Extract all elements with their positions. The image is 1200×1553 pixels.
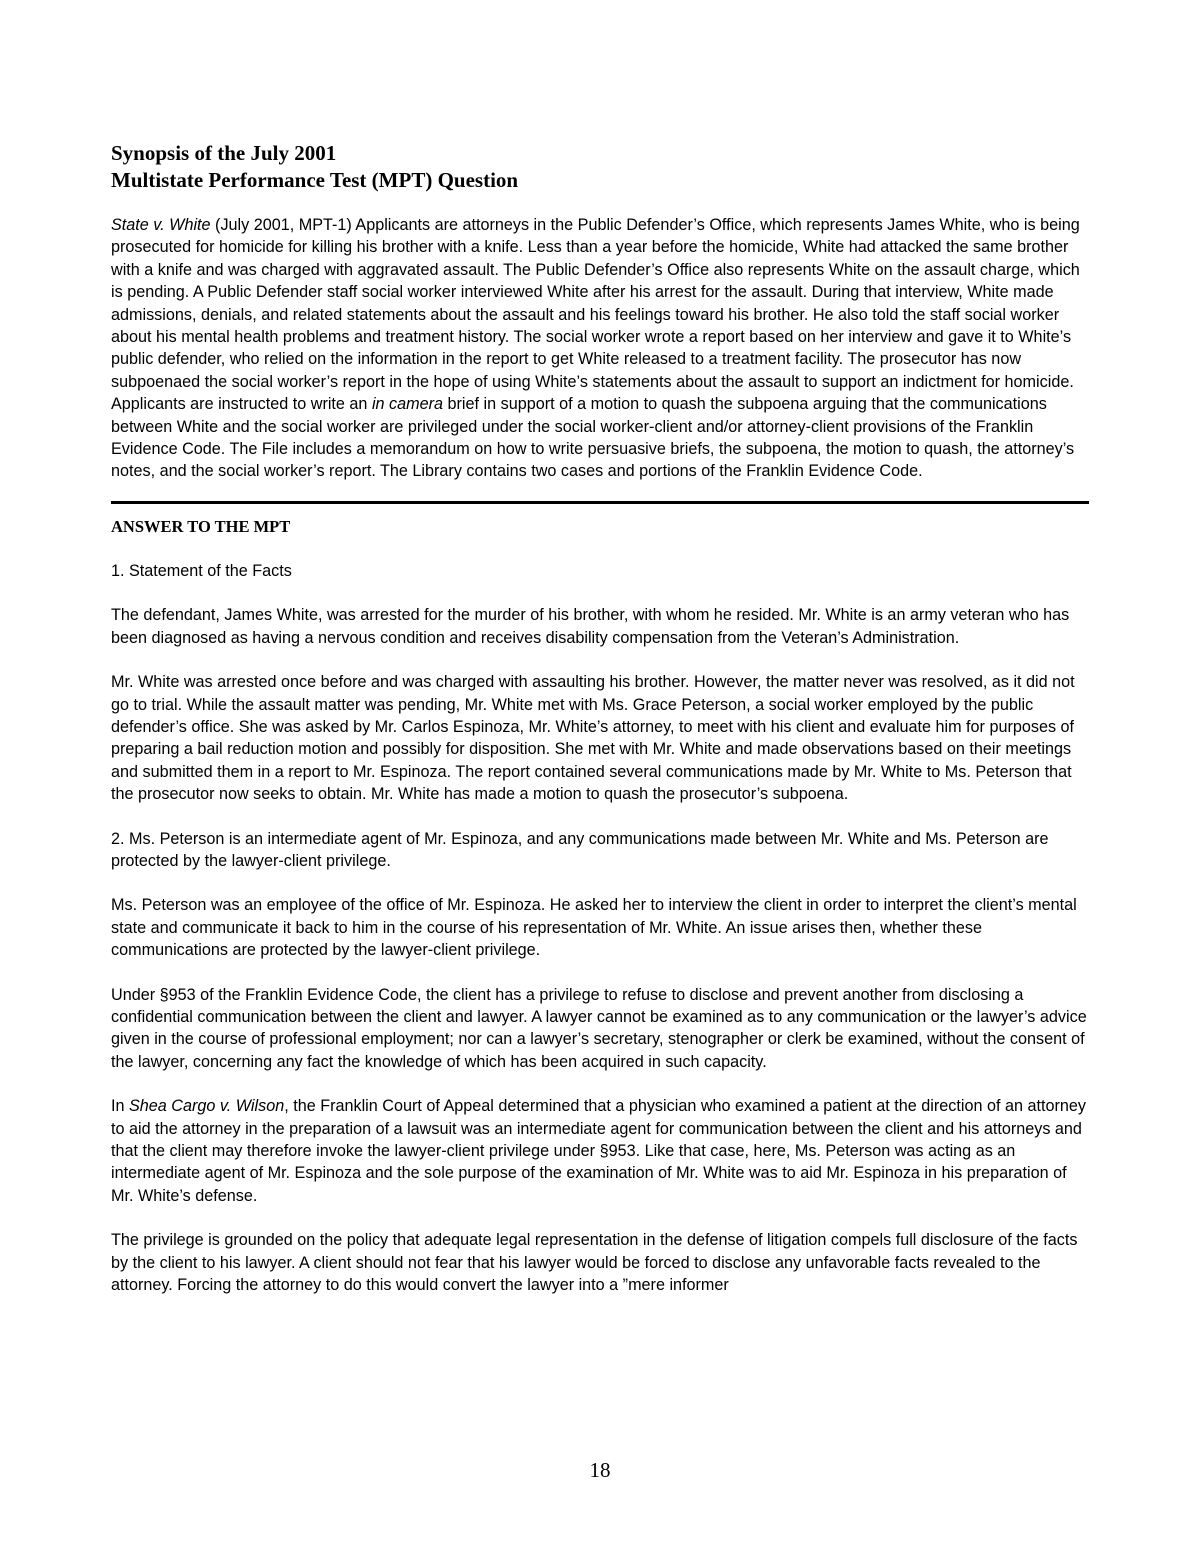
title-line-1: Synopsis of the July 2001: [111, 141, 337, 165]
case-citation: Shea Cargo v. Wilson: [129, 1097, 285, 1116]
section-2-heading: 2. Ms. Peterson is an intermediate agent of Mr. Espinoza, and any communications made between Mr. White and Ms. Peterson are protected by the lawyer-client privilege.: [111, 829, 1049, 870]
facts-paragraph-2: Mr. White was arrested once before and was charged with assaulting his brother. However, the matter never was resolved, as it did not go to trial. While the assault matter was pending, Mr. White met with Ms. Grace Peterson, a social worker employed by the public defender’s office. She was asked by Mr. Carlos Espinoza, Mr. White’s attorney, to meet with his client and evaluate him for purposes of preparing a bail reduction motion and possibly for disposition. She met with Mr. White and made observations based on their meetings and submitted them in a report to Mr. Espinoza. The report contained several communications made by Mr. White to Ms. Peterson that the prosecutor now seeks to obtain. Mr. White has made a motion to quash the prosecutor’s subpoena.: [111, 673, 1075, 804]
para5-prefix: In: [111, 1097, 129, 1116]
section-divider: [111, 501, 1089, 504]
answer-heading: ANSWER TO THE MPT: [111, 516, 291, 536]
synopsis-in-camera: in camera: [371, 395, 444, 414]
para5-rest: , the Franklin Court of Appeal determined that a physician who examined a patient at the direction of an attorney to aid the attorney in the preparation of a lawsuit was an intermediate agent for communication between the client and his attorneys and that the client may therefore invoke the lawyer-client privilege under §953. Like that case, here, Ms. Peterson was acting as an intermediate agent of Mr. Espinoza and the sole purpose of the examination of Mr. White was to aid Mr. Espinoza in his preparation of Mr. White’s defense.: [111, 1097, 1086, 1205]
document-title: [111, 140, 1089, 194]
page-number: 18: [589, 1458, 611, 1482]
synopsis-case-name: State v. White: [111, 216, 211, 234]
argument-paragraph-1: Ms. Peterson was an employee of the office of Mr. Espinoza. He asked her to interview the client in order to interpret the client’s mental state and communicate it back to him in the course of his representation of Mr. White. An issue arises then, whether these communications are protected by the lawyer-client privilege.: [111, 896, 1077, 960]
argument-paragraph-3: [111, 1095, 1089, 1207]
synopsis-text-1: (July 2001, MPT-1) Applicants are attorneys in the Public Defender’s Office, which represents James White, who is being prosecuted for homicide for killing his brother with a knife. Less than a year before the homicide, White had attacked the same brother with a knife and was charged with aggravated assault. The Public Defender’s Office also represents White on the assault charge, which is pending. A Public Defender staff social worker interviewed White after his arrest for the assault. During that interview, White made admissions, denials, and related statements about the assault and his feelings toward his brother. He also told the staff social worker about his mental health problems and treatment history. The social worker wrote a report based on her interview and gave it to White’s public defender, who relied on the information in the report to get White released to a treatment facility. The prosecutor has now subpoenaed the social worker’s report in the hope of using White’s statements about the assault to support an indictment for homicide. Applicants are instructed to write an: [111, 216, 1080, 414]
title-line-2: Multistate Performance Test (MPT) Question: [111, 168, 519, 192]
synopsis-text-2: brief in support of a motion to quash the subpoena arguing that the communications between White and the social worker are privileged under the social worker-client and/or attorney-client provisions of the Franklin Evidence Code. The File includes a memorandum on how to write persuasive briefs, the subpoena, the motion to quash, the attorney’s notes, and the social worker’s report. The Library contains two cases and portions of the Franklin Evidence Code.: [111, 395, 1075, 481]
synopsis-paragraph: [111, 214, 1089, 483]
facts-paragraph-1: The defendant, James White, was arrested for the murder of his brother, with whom he resided. Mr. White is an army veteran who has been diagnosed as having a nervous condition and receives disability compensation from the Veteran’s Administration.: [111, 606, 1070, 647]
argument-paragraph-4: The privilege is grounded on the policy that adequate legal representation in the defense of litigation compels full disclosure of the facts by the client to his lawyer. A client should not fear that his lawyer would be forced to disclose any unfavorable facts revealed to the attorney. Forcing the attorney to do this would convert the lawyer into a ”mere informer: [111, 1231, 1078, 1295]
section-1-heading: 1. Statement of the Facts: [111, 561, 292, 580]
document-page: [111, 140, 1089, 1296]
argument-paragraph-2: Under §953 of the Franklin Evidence Code, the client has a privilege to refuse to disclose and prevent another from disclosing a confidential communication between the client and lawyer. A lawyer cannot be examined as to any communication or the lawyer’s advice given in the course of professional employment; nor can a lawyer’s secretary, stenographer or clerk be examined, without the consent of the lawyer, concerning any fact the knowledge of which has been acquired in such capacity.: [111, 985, 1087, 1071]
